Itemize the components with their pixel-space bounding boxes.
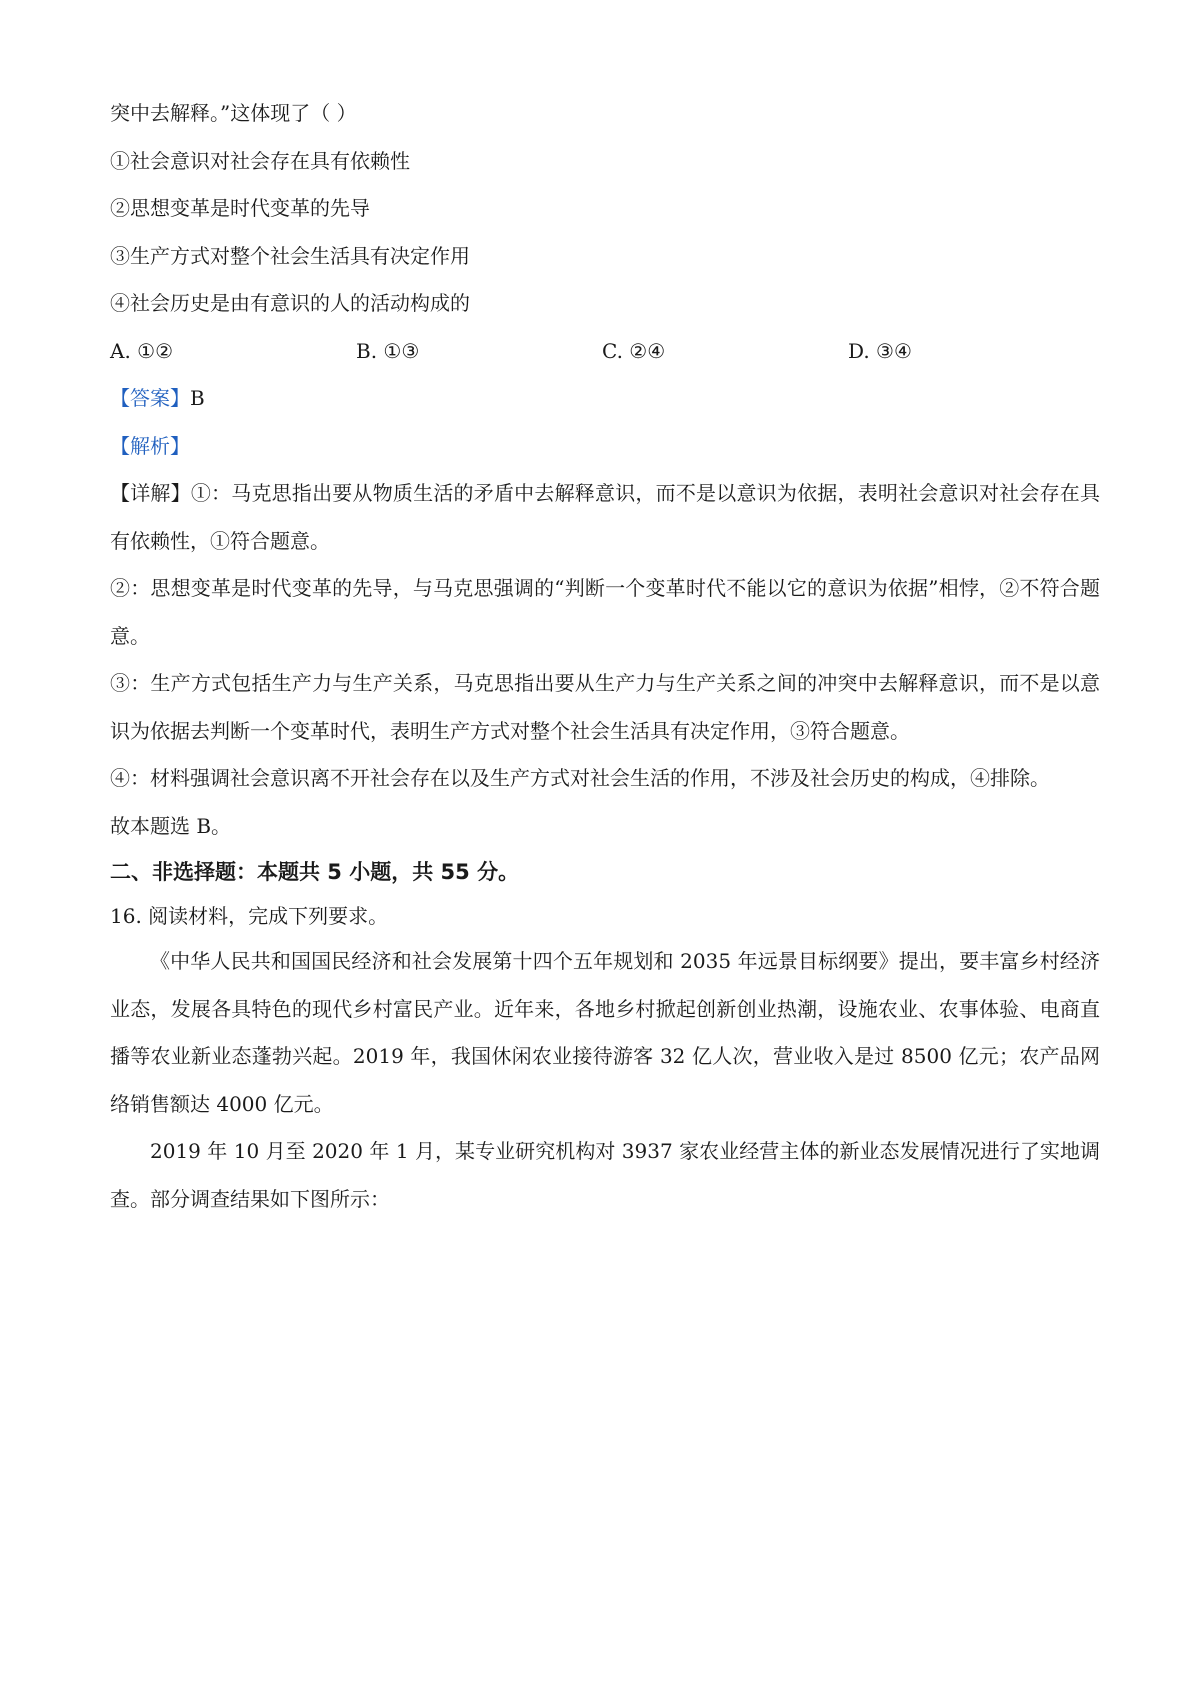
analysis-line [110,423,1100,471]
option-a: A. ①② [110,338,174,363]
analysis-detail-2: ②：思想变革是时代变革的先导，与马克思强调的“判断一个变革时代不能以它的意识为依据”相悖，②不符合题意。 [110,576,1100,648]
question-16-prompt: 16. 阅读材料，完成下列要求。 [110,904,389,928]
analysis-detail-1: 【详解】①：马克思指出要从物质生活的矛盾中去解释意识，而不是以意识为依据，表明社会意识对社会存在具有依赖性，①符合题意。 [110,481,1100,553]
answer-options [110,328,1100,376]
material-paragraph-2: 2019 年 10 月至 2020 年 1 月，某专业研究机构对 3937 家农业经营主体的新业态发展情况进行了实地调查。部分调查结果如下图所示： [110,1139,1100,1211]
option-d: D. ③④ [848,338,912,363]
analysis-label: 【解析】 [110,433,190,458]
statement-4: ④社会历史是由有意识的人的活动构成的 [110,291,470,315]
section-title: 二、非选择题：本题共 5 小题，共 55 分。 [110,860,520,884]
analysis-conclusion: 故本题选 B。 [110,813,232,838]
answer-line [110,375,1100,423]
statement-3: ③生产方式对整个社会生活具有决定作用 [110,243,470,268]
question-stem-end: 突中去解释。”这体现了（ ） [110,101,357,125]
document-page [110,90,1100,1223]
material-paragraph-1: 《中华人民共和国国民经济和社会发展第十四个五年规划和 2035 年远景目标纲要》提出，要丰富乡村经济业态，发展各具特色的现代乡村富民产业。近年来，各地乡村掀起创新创业热潮，设施农业、农事体验、电商直播等农业新业态蓬勃兴起。2019 年，我国休闲农业接待游客 32 亿人次，营业收入是过 8500 亿元；农产品网络销售额达 4000 亿元。 [110,949,1100,1116]
answer-value: B [190,386,205,410]
option-c: C. ②④ [602,338,666,363]
statement-1: ①社会意识对社会存在具有依赖性 [110,148,410,173]
analysis-detail-3: ③：生产方式包括生产力与生产关系，马克思指出要从生产力与生产关系之间的冲突中去解释意识，而不是以意识为依据去判断一个变革时代，表明生产方式对整个社会生活具有决定作用，③符合题意。 [110,671,1100,743]
analysis-detail-4: ④：材料强调社会意识离不开社会存在以及生产方式对社会生活的作用，不涉及社会历史的构成，④排除。 [110,766,1050,790]
answer-label: 【答案】 [110,386,190,410]
statement-2: ②思想变革是时代变革的先导 [110,196,370,220]
option-b: B. ①③ [356,338,420,363]
